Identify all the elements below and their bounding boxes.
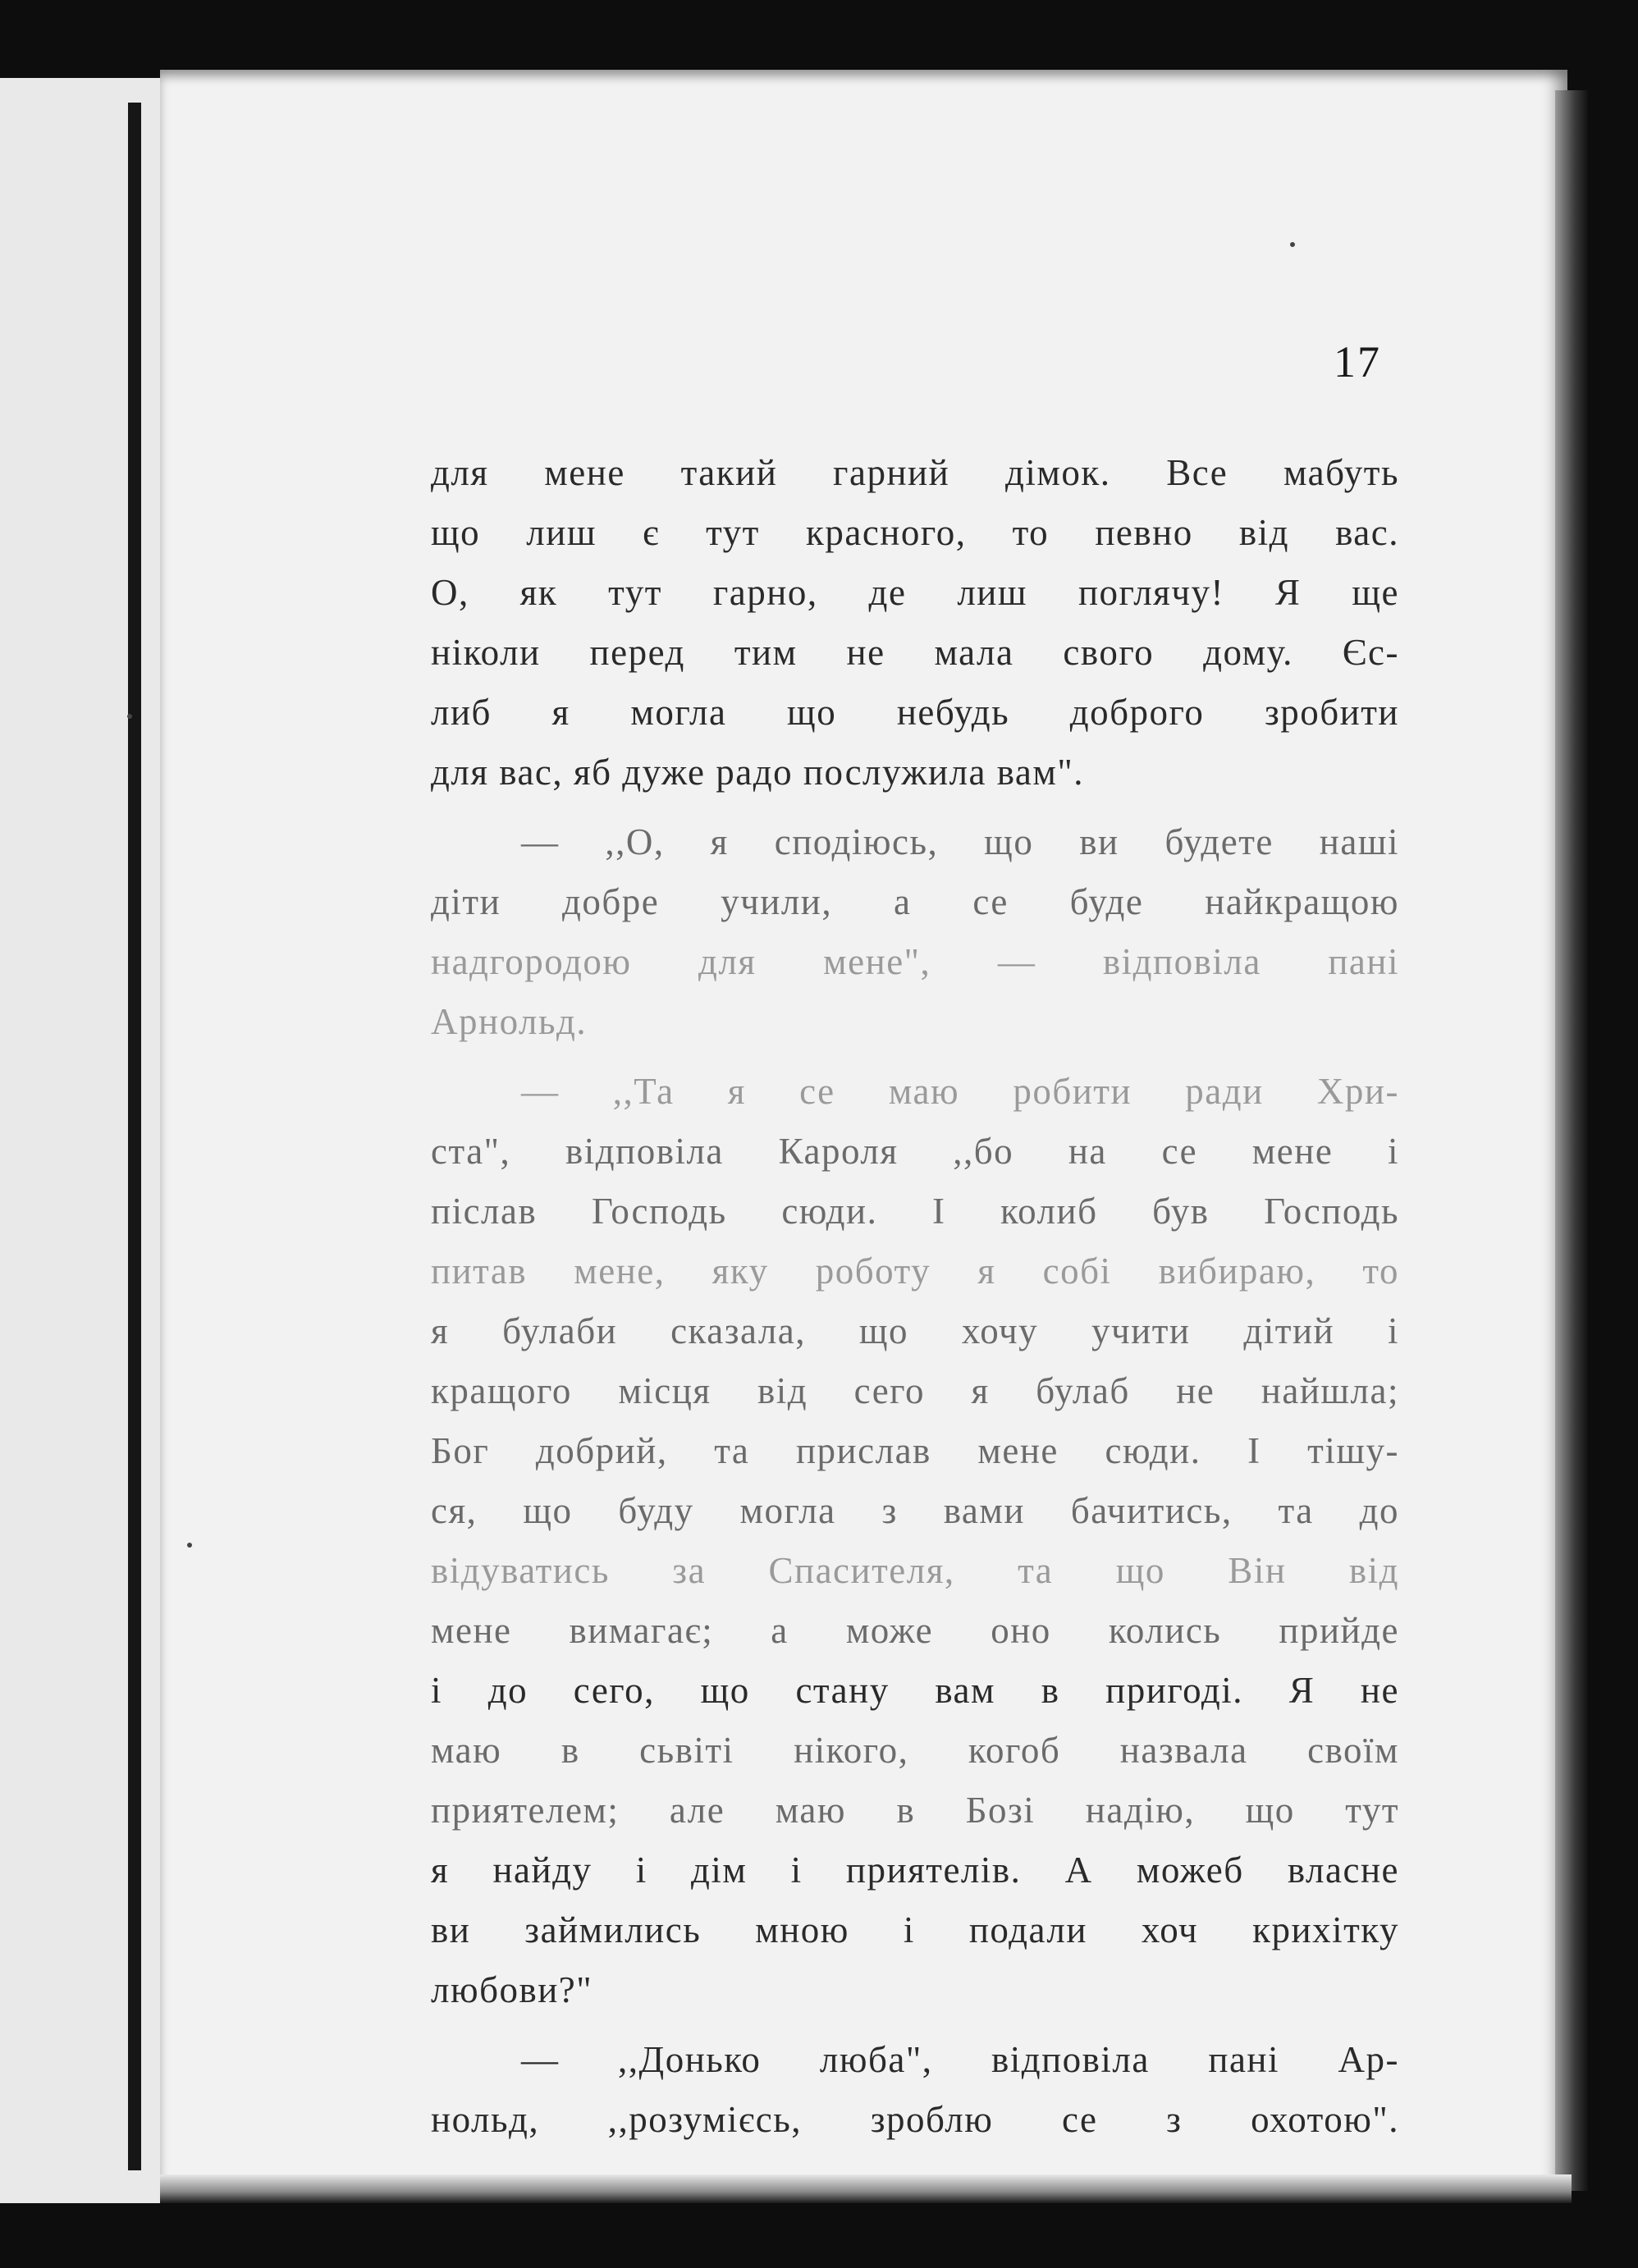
text-line: — ,,Та я се маю робити ради Хри- — [521, 1071, 1399, 1112]
text-line: — ,,О, я сподіюсь, що ви будете наші — [521, 821, 1399, 862]
page-edge-bottom — [160, 2174, 1572, 2203]
text-line: я булаби сказала, що хочу учити дітий і — [431, 1310, 1399, 1351]
text-line: Бог добрий, та прислав мене сюди. І тішу- — [431, 1430, 1399, 1471]
page-edge-right — [1555, 90, 1588, 2191]
text-line: ви займились мною і подали хоч крихітку — [431, 1909, 1399, 1950]
text-line: либ я могла що небудь доброго зробити — [431, 692, 1399, 733]
text-line: Арнольд. — [431, 1001, 588, 1042]
text-line: для вас, яб дуже радо послужила вам". — [431, 752, 1085, 793]
text-line: — ,,Донько люба", відповіла пані Ар- — [521, 2039, 1399, 2080]
text-line: відуватись за Спасителя, та що Він від — [431, 1550, 1399, 1591]
text-line: післав Господь сюди. І колиб був Господь — [431, 1191, 1399, 1232]
text-line: я найду і дім і приятелів. А можеб власне — [431, 1850, 1399, 1891]
book-gutter — [128, 103, 141, 2170]
text-line: маю в сьвіті нікого, когоб назвала своїм — [431, 1730, 1399, 1771]
speck — [1290, 242, 1295, 247]
text-line: нольд, ,,розумієсь, зроблю се з охотою". — [431, 2099, 1399, 2140]
text-line: О, як тут гарно, де лиш поглячу! Я ще — [431, 572, 1399, 613]
text-line: любови?" — [431, 1969, 593, 2010]
speck — [187, 1543, 192, 1548]
text-line: для мене такий гарний дімок. Все мабуть — [431, 452, 1399, 493]
text-line: ся, що буду могла з вами бачитись, та до — [431, 1490, 1399, 1531]
text-line: мене вимагає; а може оно колись прийде — [431, 1610, 1399, 1651]
text-line: ста", відповіла Кароля ,,бо на се мене і — [431, 1131, 1399, 1172]
text-line: що лиш є тут красного, то певно від вас. — [431, 512, 1399, 553]
text-line: приятелем; але маю в Бозі надію, що тут — [431, 1790, 1399, 1831]
text-line: питав мене, яку роботу я собі вибираю, то — [431, 1251, 1399, 1292]
text-line: діти добре учили, а се буде найкращою — [431, 881, 1399, 922]
speck — [127, 714, 132, 719]
text-line: кращого місця від сего я булаб не найшла; — [431, 1370, 1399, 1411]
body-text — [431, 443, 1399, 2150]
text-line: і до сего, що стану вам в пригоді. Я не — [431, 1670, 1399, 1711]
page-number: 17 — [1334, 337, 1381, 386]
text-line: надгородою для мене", — відповіла пані — [431, 941, 1399, 982]
text-line: ніколи перед тим не мала свого дому. Єс- — [431, 632, 1399, 673]
